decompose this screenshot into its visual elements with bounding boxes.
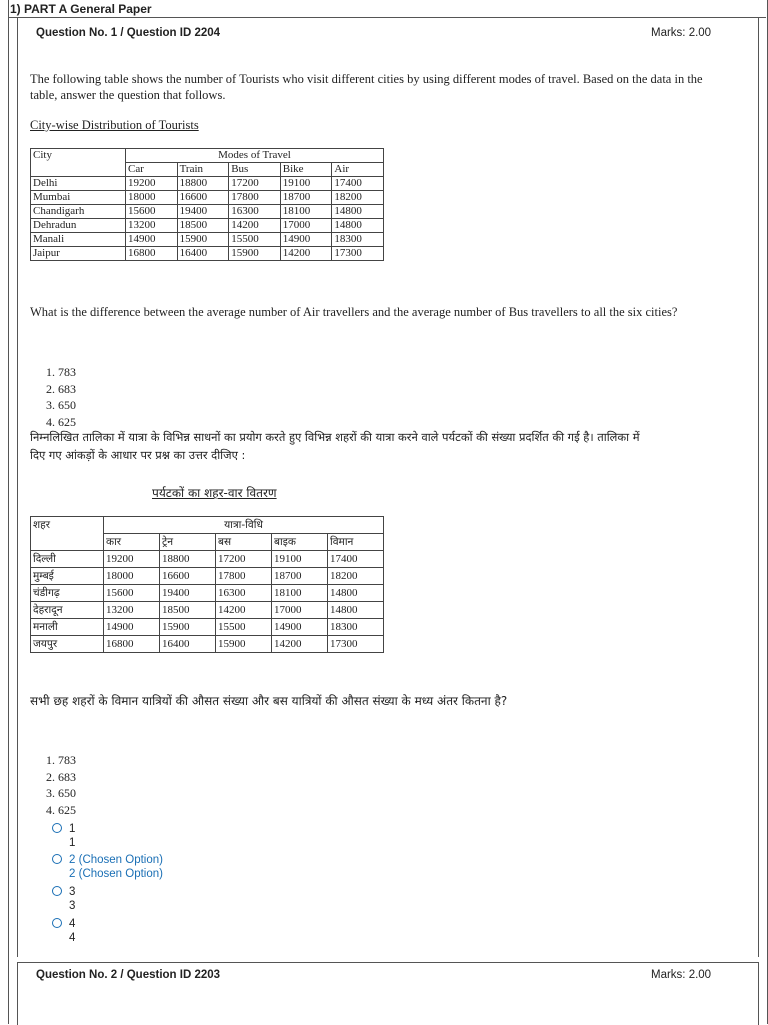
choice-label: 1 [69, 823, 76, 835]
choice-sub-label: 1 [69, 837, 76, 849]
table-cell-value: 18300 [328, 619, 384, 636]
option-item: 4. 625 [46, 414, 76, 429]
chosen-option-tag: (Chosen Option) [78, 868, 163, 880]
table-cell-value: 18100 [280, 205, 332, 219]
table-cell-value: 16300 [216, 585, 272, 602]
table-cell-value: 17800 [229, 191, 281, 205]
table-row [31, 233, 384, 247]
table-row [31, 219, 384, 233]
table-row [31, 602, 384, 619]
english-question: What is the difference between the average number of Air travellers and the average number of Bus travellers to all the six cities? [30, 305, 678, 319]
table-row [31, 585, 384, 602]
table-cell-city: Mumbai [31, 191, 126, 205]
table-cell-value: 15500 [216, 619, 272, 636]
table-header-mode: Bus [229, 163, 281, 177]
table-row [31, 247, 384, 261]
table-cell-value: 17200 [229, 177, 281, 191]
table-header-mode: विमान [328, 534, 384, 551]
hindi-intro [30, 428, 730, 464]
table-row [31, 619, 384, 636]
choice-label: 4 [69, 918, 76, 930]
question-1-header: Question No. 1 / Question ID 2204 [36, 27, 221, 39]
table-cell-value: 18000 [126, 191, 178, 205]
table-cell-value: 14900 [126, 233, 178, 247]
table-cell-value: 16800 [104, 636, 160, 653]
option-item: 2. 683 [46, 381, 76, 396]
table-cell-value: 19400 [160, 585, 216, 602]
section-title: 1) PART A General Paper [10, 2, 152, 16]
table-row [31, 636, 384, 653]
table-cell-value: 18200 [328, 568, 384, 585]
table-cell-value: 14800 [332, 219, 384, 233]
table-cell-value: 14200 [229, 219, 281, 233]
table-header-mode: Car [126, 163, 178, 177]
table-row [31, 177, 384, 191]
answer-choice-3[interactable] [52, 885, 75, 913]
table-cell-value: 14200 [216, 602, 272, 619]
table-cell-value: 17300 [332, 247, 384, 261]
table-cell-value: 15500 [229, 233, 281, 247]
radio-button-icon[interactable] [52, 918, 62, 928]
table-header-mode: Air [332, 163, 384, 177]
table-cell-city: देहरादून [31, 602, 104, 619]
hindi-options [46, 752, 76, 818]
table-header-modes: यात्रा-विधि [104, 517, 384, 534]
hindi-intro-line-2: दिए गए आंकड़ों के आधार पर प्रश्न का उत्तर दीजिए : [30, 448, 246, 462]
table-cell-city: चंडीगढ़ [31, 585, 104, 602]
english-options [46, 364, 76, 430]
table-cell-value: 15900 [177, 233, 229, 247]
table-cell-value: 14800 [332, 205, 384, 219]
english-table-body [31, 177, 384, 261]
table-cell-value: 17400 [332, 177, 384, 191]
radio-button-icon[interactable] [52, 854, 62, 864]
choice-label: 2 [69, 854, 76, 866]
radio-button-icon[interactable] [52, 886, 62, 896]
answer-choice-1[interactable] [52, 822, 75, 850]
table-header-mode: Train [177, 163, 229, 177]
table-cell-value: 18700 [272, 568, 328, 585]
table-header-mode: Bike [280, 163, 332, 177]
table-cell-value: 16300 [229, 205, 281, 219]
table-cell-value: 14200 [280, 247, 332, 261]
table-cell-city: Chandigarh [31, 205, 126, 219]
table-cell-value: 15600 [104, 585, 160, 602]
table-cell-city: मुम्बई [31, 568, 104, 585]
table-cell-value: 15900 [229, 247, 281, 261]
table-cell-value: 17000 [272, 602, 328, 619]
option-item: 1. 783 [46, 365, 76, 379]
table-header-city: शहर [31, 517, 104, 551]
hindi-question: सभी छह शहरों के विमान यात्रियों की औसत संख्या और बस यात्रियों की औसत संख्या के मध्य अंतर कितना है? [30, 694, 508, 708]
table-cell-value: 17400 [328, 551, 384, 568]
table-cell-value: 15900 [160, 619, 216, 636]
english-intro [30, 71, 730, 103]
table-cell-value: 18500 [177, 219, 229, 233]
table-header-mode: बाइक [272, 534, 328, 551]
chosen-option-tag: (Chosen Option) [78, 854, 163, 866]
table-cell-value: 16600 [160, 568, 216, 585]
option-item: 1. 783 [46, 753, 76, 767]
choice-sub-label: 2 [69, 868, 76, 880]
option-item: 2. 683 [46, 769, 76, 784]
table-header-mode: ट्रेन [160, 534, 216, 551]
table-cell-value: 17000 [280, 219, 332, 233]
table-cell-value: 19100 [280, 177, 332, 191]
option-item: 4. 625 [46, 802, 76, 817]
table-cell-value: 19200 [126, 177, 178, 191]
option-item: 3. 650 [46, 398, 76, 412]
table-cell-value: 15900 [216, 636, 272, 653]
table-cell-value: 14800 [328, 602, 384, 619]
table-header-mode: कार [104, 534, 160, 551]
table-cell-value: 17300 [328, 636, 384, 653]
table-cell-value: 16600 [177, 191, 229, 205]
table-cell-value: 18200 [332, 191, 384, 205]
option-item: 3. 650 [46, 786, 76, 800]
table-cell-value: 18700 [280, 191, 332, 205]
table-cell-value: 18800 [177, 177, 229, 191]
table-cell-value: 18800 [160, 551, 216, 568]
table-cell-value: 19100 [272, 551, 328, 568]
table-cell-city: जयपुर [31, 636, 104, 653]
table-cell-value: 13200 [104, 602, 160, 619]
hindi-table-caption: पर्यटकों का शहर-वार वितरण [152, 486, 277, 500]
table-cell-value: 16800 [126, 247, 178, 261]
hindi-intro-line-1: निम्नलिखित तालिका में यात्रा के विभिन्न साधनों का प्रयोग करते हुए विभिन्न शहरों की यात्रा करने वाले पर्यटकों की संख्या प्रदर्शित की गई है। तालिका में [30, 430, 640, 444]
table-cell-value: 13200 [126, 219, 178, 233]
table-cell-value: 18100 [272, 585, 328, 602]
table-cell-value: 16400 [177, 247, 229, 261]
table-cell-value: 16400 [160, 636, 216, 653]
table-row [31, 191, 384, 205]
table-cell-city: दिल्ली [31, 551, 104, 568]
choice-sub-label: 4 [69, 932, 76, 944]
english-intro-line-2: table, answer the question that follows. [30, 88, 226, 102]
table-header-city: City [31, 149, 126, 177]
table-cell-city: Dehradun [31, 219, 126, 233]
table-cell-value: 18000 [104, 568, 160, 585]
radio-button-icon[interactable] [52, 823, 62, 833]
answer-choice-2[interactable] [52, 853, 163, 881]
table-header-mode: बस [216, 534, 272, 551]
english-intro-line-1: The following table shows the number of Tourists who visit different cities by using different modes of travel. Based on the data in the [30, 72, 703, 86]
table-cell-city: Manali [31, 233, 126, 247]
table-header-modes: Modes of Travel [126, 149, 384, 163]
english-table-caption: City-wise Distribution of Tourists [30, 118, 199, 132]
hindi-data-table [30, 516, 384, 653]
table-cell-value: 18500 [160, 602, 216, 619]
table-row [31, 551, 384, 568]
table-cell-value: 14900 [272, 619, 328, 636]
table-cell-value: 18300 [332, 233, 384, 247]
table-cell-value: 14800 [328, 585, 384, 602]
hindi-table-body [31, 551, 384, 653]
table-cell-city: Jaipur [31, 247, 126, 261]
table-cell-value: 14200 [272, 636, 328, 653]
table-cell-value: 17200 [216, 551, 272, 568]
table-cell-value: 15600 [126, 205, 178, 219]
question-2-header: Question No. 2 / Question ID 2203 [36, 969, 221, 981]
table-row [31, 568, 384, 585]
answer-choice-4[interactable] [52, 917, 75, 945]
question-1-marks: Marks: 2.00 [651, 27, 712, 39]
table-cell-value: 14900 [280, 233, 332, 247]
table-cell-city: Delhi [31, 177, 126, 191]
table-cell-value: 17800 [216, 568, 272, 585]
choice-sub-label: 3 [69, 900, 76, 912]
table-row [31, 205, 384, 219]
table-cell-value: 14900 [104, 619, 160, 636]
table-cell-value: 19200 [104, 551, 160, 568]
question-2-marks: Marks: 2.00 [651, 969, 712, 981]
choice-label: 3 [69, 886, 76, 898]
english-data-table [30, 148, 384, 261]
table-cell-value: 19400 [177, 205, 229, 219]
table-cell-city: मनाली [31, 619, 104, 636]
